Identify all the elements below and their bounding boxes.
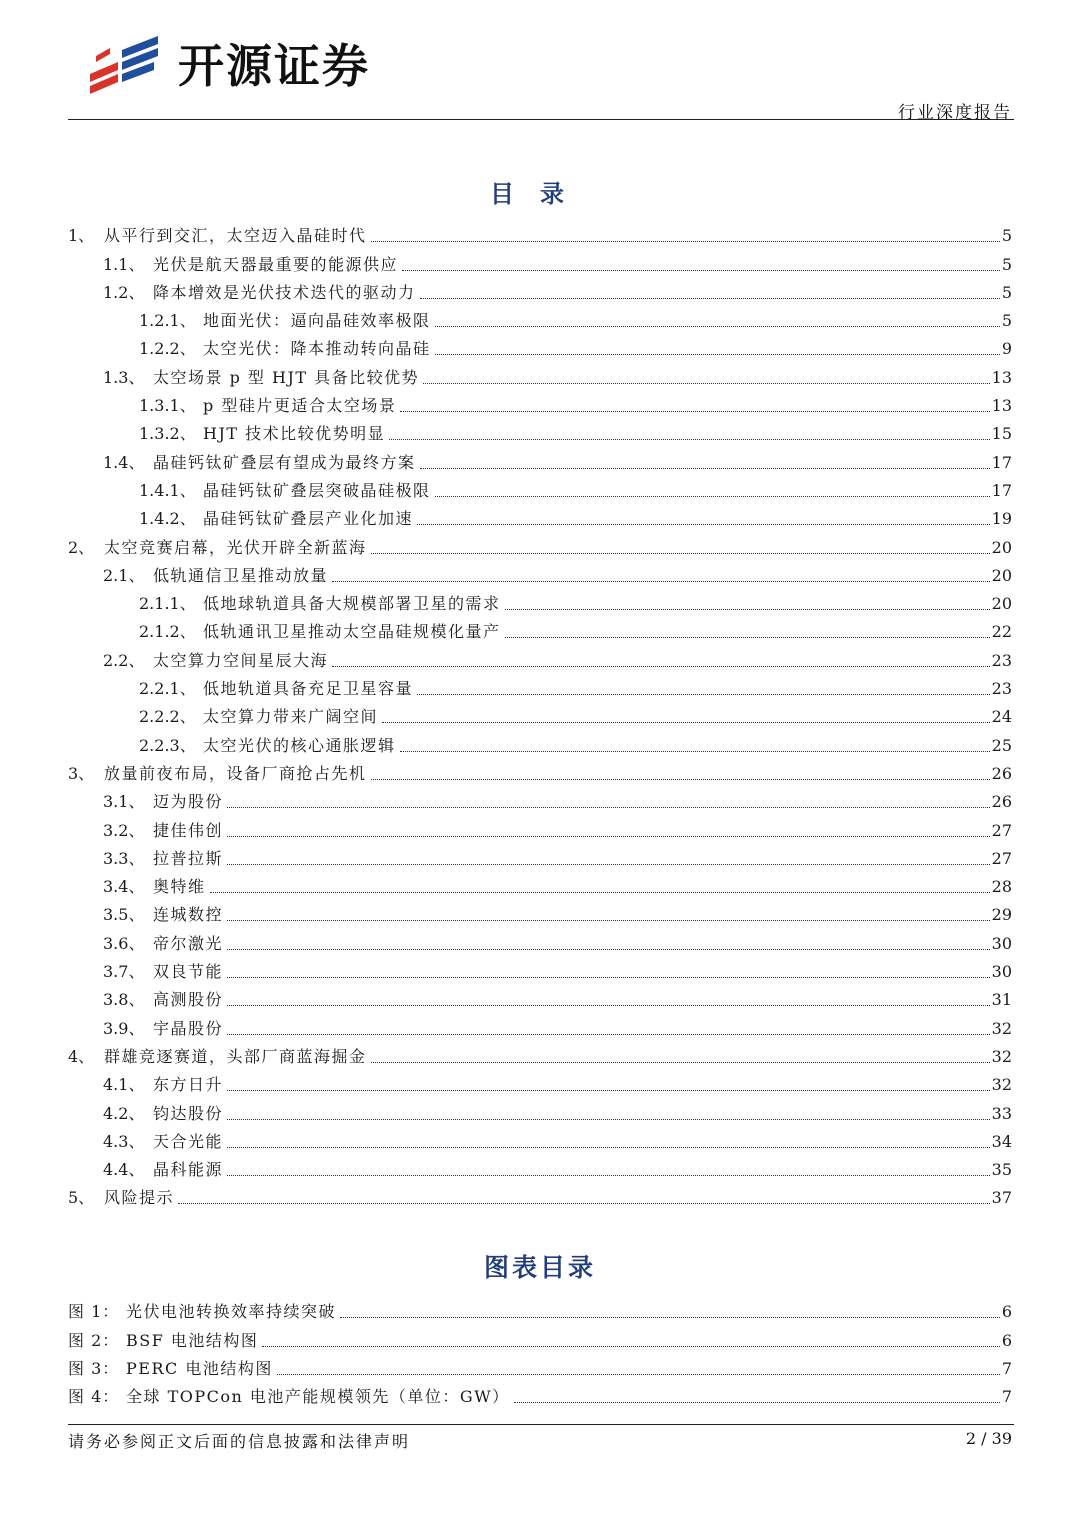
entry-title: 低地球轨道具备大规模部署卫星的需求: [203, 594, 501, 614]
dot-leader: [332, 665, 990, 667]
toc-entry[interactable]: [68, 812, 1012, 840]
dot-leader: [417, 523, 990, 525]
entry-page: 15: [991, 424, 1012, 444]
toc-entry[interactable]: [68, 1039, 1012, 1067]
entry-number: 5、: [68, 1188, 95, 1208]
entry-number: 1、: [68, 226, 95, 246]
toc-entry[interactable]: [68, 359, 1012, 387]
entry-title: 奥特维: [153, 877, 206, 897]
entry-title: 风险提示: [104, 1188, 175, 1208]
dot-leader: [400, 410, 989, 412]
dot-leader: [420, 467, 990, 469]
figure-entry[interactable]: [68, 1322, 1012, 1350]
entry-page: 30: [991, 933, 1012, 953]
toc-entry[interactable]: [68, 756, 1012, 784]
toc-entry[interactable]: [68, 246, 1012, 274]
toc-entry[interactable]: [68, 388, 1012, 416]
dot-leader: [371, 778, 990, 780]
toc-entry[interactable]: [68, 558, 1012, 586]
figure-entry[interactable]: [68, 1351, 1012, 1379]
dot-leader: [402, 269, 1000, 271]
dot-leader: [178, 1202, 990, 1204]
dot-leader: [227, 1174, 990, 1176]
dot-leader: [227, 863, 990, 865]
entry-number: 1.2.2、: [139, 339, 196, 359]
entry-title: p 型硅片更适合太空场景: [203, 396, 397, 416]
entry-page: 32: [991, 1046, 1012, 1066]
entry-title: 双良节能: [153, 962, 224, 982]
entry-title: 晶硅钙钛矿叠层有望成为最终方案: [153, 452, 416, 472]
entry-number: 1.4、: [103, 452, 145, 472]
entry-title: 全球 TOPCon 电池产能规模领先（单位：GW）: [126, 1387, 510, 1407]
entry-title: 宇晶股份: [153, 1018, 224, 1038]
entry-number: 3.6、: [103, 933, 145, 953]
entry-page: 20: [991, 565, 1012, 585]
dot-leader: [277, 1373, 1000, 1375]
toc-entry[interactable]: [68, 1067, 1012, 1095]
entry-number: 图 3：: [68, 1358, 120, 1378]
entry-number: 4.1、: [103, 1075, 145, 1095]
brand-name: 开源证券: [178, 39, 370, 93]
entry-number: 3.4、: [103, 877, 145, 897]
entry-page: 23: [991, 650, 1012, 670]
entry-number: 1.4.1、: [139, 480, 196, 500]
toc-entry[interactable]: [68, 529, 1012, 557]
entry-title: 光伏是航天器最重要的能源供应: [153, 254, 399, 274]
entry-title: 太空算力空间星辰大海: [153, 650, 329, 670]
figures-list: [68, 1294, 1012, 1407]
toc-entry[interactable]: [68, 954, 1012, 982]
entry-page: 32: [991, 1018, 1012, 1038]
entry-page: 22: [991, 622, 1012, 642]
entry-number: 2.1.1、: [139, 594, 196, 614]
entry-page: 30: [991, 962, 1012, 982]
entry-page: 28: [991, 877, 1012, 897]
entry-number: 3.5、: [103, 905, 145, 925]
dot-leader: [227, 1118, 990, 1120]
dot-leader: [262, 1345, 999, 1347]
toc-entry[interactable]: [68, 331, 1012, 359]
entry-page: 7: [1001, 1387, 1012, 1407]
entry-number: 3.7、: [103, 962, 145, 982]
entry-page: 6: [1001, 1302, 1012, 1322]
entry-number: 3.2、: [103, 820, 145, 840]
kaiyuan-logo-icon: [88, 34, 160, 96]
entry-title: 低地轨道具备充足卫星容量: [203, 679, 414, 699]
dot-leader: [227, 835, 990, 837]
toc-entry[interactable]: [68, 699, 1012, 727]
entry-number: 1.3、: [103, 367, 145, 387]
entry-title: 从平行到交汇，太空迈入晶硅时代: [104, 226, 367, 246]
entry-number: 2.1、: [103, 565, 145, 585]
entry-page: 26: [991, 792, 1012, 812]
entry-title: 低轨通信卫星推动放量: [153, 565, 329, 585]
entry-title: 太空算力带来广阔空间: [203, 707, 379, 727]
toc-entry[interactable]: [68, 586, 1012, 614]
entry-page: 9: [1001, 339, 1012, 359]
entry-title: 放量前夜布局，设备厂商抢占先机: [104, 763, 367, 783]
entry-title: BSF 电池结构图: [126, 1330, 259, 1350]
entry-page: 23: [991, 679, 1012, 699]
toc-entry[interactable]: [68, 218, 1012, 246]
entry-number: 1.2、: [103, 282, 145, 302]
entry-title: 群雄竞逐赛道，头部厂商蓝海掘金: [104, 1046, 367, 1066]
entry-page: 19: [991, 509, 1012, 529]
entry-number: 图 4：: [68, 1387, 120, 1407]
dot-leader: [227, 1004, 990, 1006]
entry-title: 天合光能: [153, 1131, 224, 1151]
toc-entry[interactable]: [68, 1152, 1012, 1180]
entry-title: 拉普拉斯: [153, 848, 224, 868]
entry-title: PERC 电池结构图: [126, 1358, 273, 1378]
dot-leader: [382, 721, 990, 723]
entry-number: 2.2.1、: [139, 679, 196, 699]
dot-leader: [435, 353, 1000, 355]
entry-number: 3.9、: [103, 1018, 145, 1038]
entry-page: 5: [1001, 254, 1012, 274]
footer-divider: [68, 1424, 1014, 1425]
toc-title: 目录: [490, 179, 590, 208]
dot-leader: [505, 636, 990, 638]
entry-title: 晶科能源: [153, 1160, 224, 1180]
entry-number: 2.2.2、: [139, 707, 196, 727]
dot-leader: [227, 1089, 990, 1091]
entry-page: 31: [991, 990, 1012, 1010]
entry-page: 24: [991, 707, 1012, 727]
entry-number: 4.2、: [103, 1103, 145, 1123]
entry-page: 7: [1001, 1358, 1012, 1378]
entry-title: 东方日升: [153, 1075, 224, 1095]
dot-leader: [371, 1061, 990, 1063]
entry-title: 钧达股份: [153, 1103, 224, 1123]
toc-entry[interactable]: [68, 1124, 1012, 1152]
entry-title: 太空场景 p 型 HJT 具备比较优势: [153, 367, 420, 387]
toc-entry[interactable]: [68, 925, 1012, 953]
entry-page: 37: [991, 1188, 1012, 1208]
dot-leader: [227, 1033, 990, 1035]
toc-entry[interactable]: [68, 727, 1012, 755]
toc-entry[interactable]: [68, 1010, 1012, 1038]
entry-number: 1.4.2、: [139, 509, 196, 529]
entry-page: 20: [991, 537, 1012, 557]
entry-page: 34: [991, 1131, 1012, 1151]
entry-title: 地面光伏：逼向晶硅效率极限: [203, 311, 431, 331]
entry-page: 27: [991, 848, 1012, 868]
entry-page: 26: [991, 763, 1012, 783]
dot-leader: [417, 693, 990, 695]
dot-leader: [227, 806, 990, 808]
entry-number: 1.3.1、: [139, 396, 196, 416]
entry-title: 太空光伏：降本推动转向晶硅: [203, 339, 431, 359]
entry-title: 高测股份: [153, 990, 224, 1010]
entry-title: 晶硅钙钛矿叠层产业化加速: [203, 509, 414, 529]
entry-number: 4、: [68, 1046, 95, 1066]
dot-leader: [420, 297, 1000, 299]
entry-page: 13: [991, 396, 1012, 416]
entry-page: 17: [991, 452, 1012, 472]
entry-page: 5: [1001, 311, 1012, 331]
entry-page: 20: [991, 594, 1012, 614]
entry-page: 5: [1001, 282, 1012, 302]
entry-number: 图 1：: [68, 1302, 120, 1322]
dot-leader: [210, 891, 990, 893]
entry-page: 35: [991, 1160, 1012, 1180]
entry-page: 32: [991, 1075, 1012, 1095]
entry-title: 帝尔激光: [153, 933, 224, 953]
entry-page: 17: [991, 480, 1012, 500]
dot-leader: [227, 919, 990, 921]
dot-leader: [227, 976, 990, 978]
toc-entry[interactable]: [68, 501, 1012, 529]
dot-leader: [400, 750, 990, 752]
entry-title: HJT 技术比较优势明显: [203, 424, 386, 444]
entry-number: 图 2：: [68, 1330, 120, 1350]
entry-title: 晶硅钙钛矿叠层突破晶硅极限: [203, 480, 431, 500]
entry-title: 低轨通讯卫星推动太空晶硅规模化量产: [203, 622, 501, 642]
entry-number: 1.1、: [103, 254, 145, 274]
dot-leader: [514, 1401, 1000, 1403]
toc-entry[interactable]: [68, 841, 1012, 869]
entry-page: 29: [991, 905, 1012, 925]
toc-entry[interactable]: [68, 275, 1012, 303]
entry-page: 13: [991, 367, 1012, 387]
entry-number: 3、: [68, 763, 95, 783]
toc-entry[interactable]: [68, 416, 1012, 444]
entry-number: 3.8、: [103, 990, 145, 1010]
entry-number: 2.2.3、: [139, 735, 196, 755]
dot-leader: [340, 1316, 1000, 1318]
dot-leader: [332, 580, 990, 582]
entry-number: 1.2.1、: [139, 311, 196, 331]
toc-entry[interactable]: [68, 869, 1012, 897]
page-number: 2 / 39: [965, 1429, 1012, 1448]
dot-leader: [371, 240, 1000, 242]
dot-leader: [371, 552, 990, 554]
entry-page: 33: [991, 1103, 1012, 1123]
toc-entry[interactable]: [68, 784, 1012, 812]
entry-number: 2、: [68, 537, 95, 557]
toc-entry[interactable]: [68, 897, 1012, 925]
dot-leader: [435, 495, 990, 497]
entry-number: 4.3、: [103, 1131, 145, 1151]
entry-page: 6: [1001, 1330, 1012, 1350]
header-divider: [68, 119, 1014, 120]
dot-leader: [505, 608, 990, 610]
entry-title: 光伏电池转换效率持续突破: [126, 1302, 337, 1322]
toc-entry[interactable]: [68, 444, 1012, 472]
entry-title: 捷佳伟创: [153, 820, 224, 840]
figures-title: 图表目录: [483, 1253, 596, 1282]
entry-page: 27: [991, 820, 1012, 840]
entry-title: 连城数控: [153, 905, 224, 925]
dot-leader: [423, 382, 990, 384]
toc-entry[interactable]: [68, 982, 1012, 1010]
toc-entry[interactable]: [68, 1095, 1012, 1123]
entry-number: 4.4、: [103, 1160, 145, 1180]
entry-page: 25: [991, 735, 1012, 755]
figure-entry[interactable]: [68, 1379, 1012, 1407]
figure-entry[interactable]: [68, 1294, 1012, 1322]
entry-title: 太空竞赛启幕，光伏开辟全新蓝海: [104, 537, 367, 557]
entry-title: 太空光伏的核心通胀逻辑: [203, 735, 396, 755]
entry-number: 2.1.2、: [139, 622, 196, 642]
entry-number: 3.3、: [103, 848, 145, 868]
toc-entry[interactable]: [68, 1180, 1012, 1208]
report-type: 行业深度报告: [898, 103, 1012, 123]
entry-number: 3.1、: [103, 792, 145, 812]
toc-entry[interactable]: [68, 671, 1012, 699]
page-header: [0, 0, 1080, 125]
table-of-contents: [68, 218, 1012, 1208]
entry-number: 2.2、: [103, 650, 145, 670]
toc-entry[interactable]: [68, 303, 1012, 331]
dot-leader: [389, 438, 990, 440]
entry-number: 1.3.2、: [139, 424, 196, 444]
footer-disclaimer: 请务必参阅正文后面的信息披露和法律声明: [68, 1432, 411, 1451]
entry-page: 5: [1001, 226, 1012, 246]
toc-entry[interactable]: [68, 473, 1012, 501]
toc-entry[interactable]: [68, 614, 1012, 642]
dot-leader: [227, 1146, 990, 1148]
dot-leader: [435, 325, 1000, 327]
toc-entry[interactable]: [68, 642, 1012, 670]
entry-title: 迈为股份: [153, 792, 224, 812]
dot-leader: [227, 948, 990, 950]
entry-title: 降本增效是光伏技术迭代的驱动力: [153, 282, 416, 302]
